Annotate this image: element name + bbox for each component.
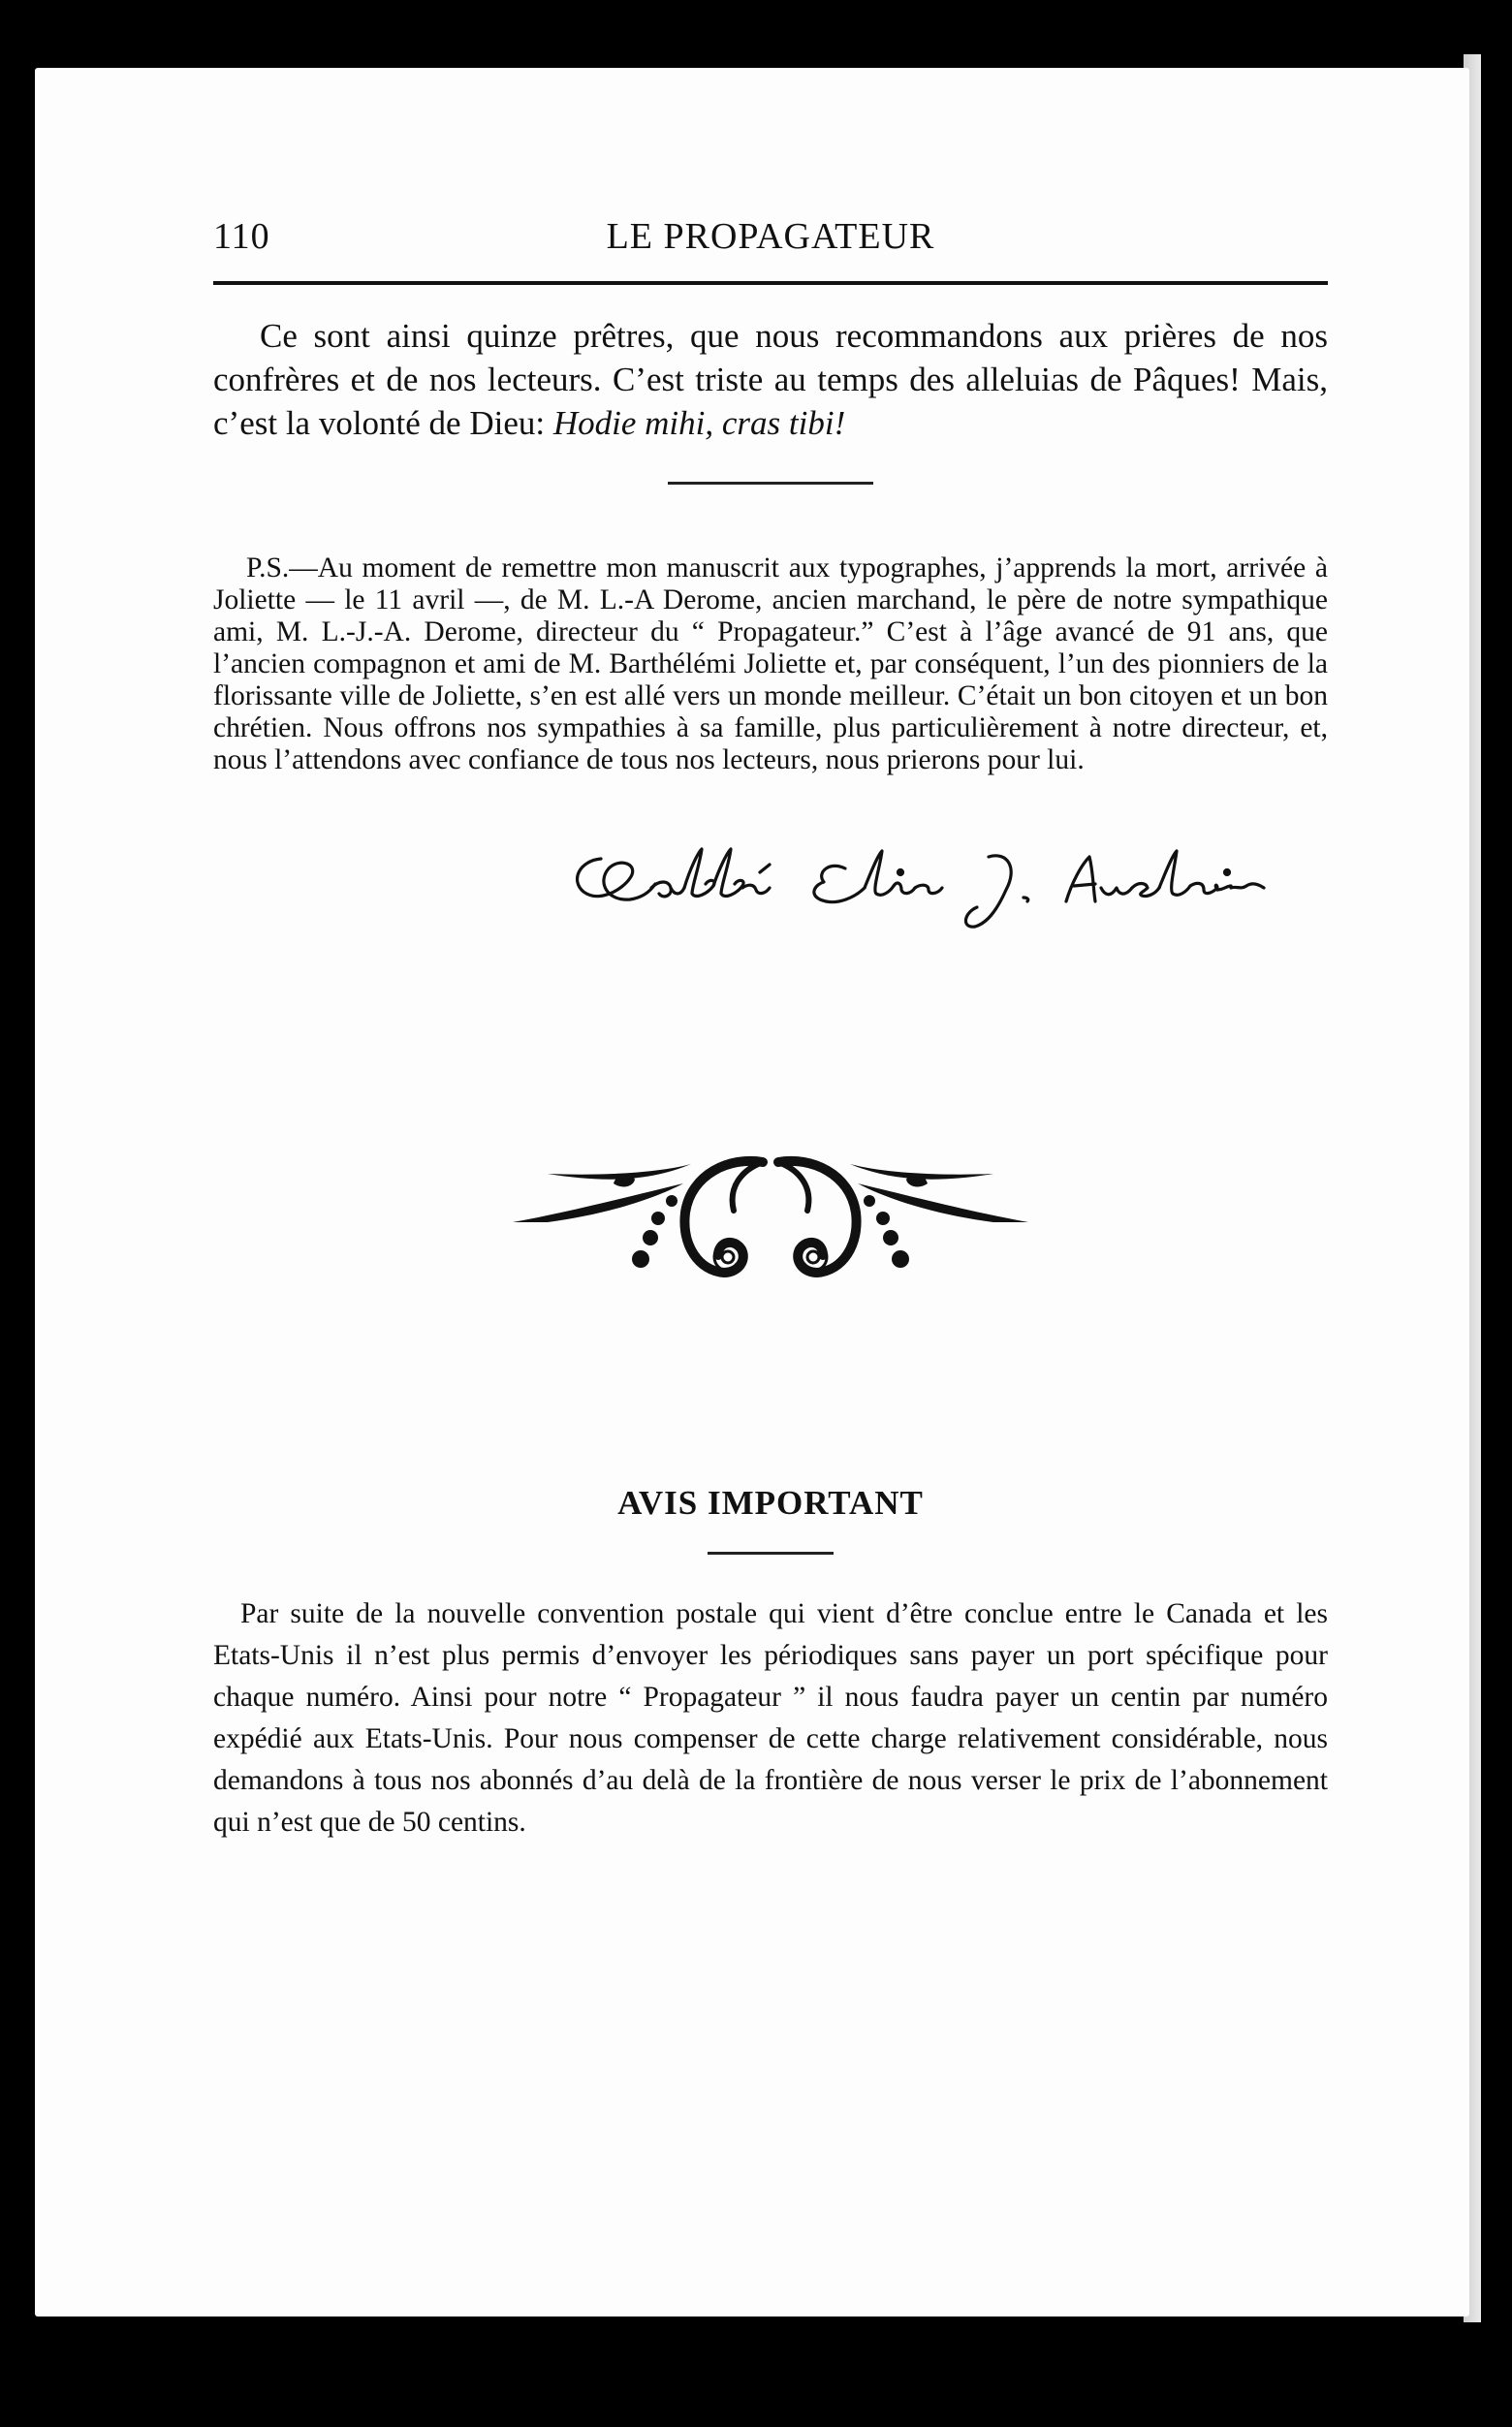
journal-title: LE PROPAGATEUR [606, 216, 935, 257]
handwritten-signature [562, 830, 1299, 936]
page-number: 110 [213, 216, 270, 257]
running-head [213, 204, 1328, 262]
notice-paragraph: Par suite de la nouvelle convention postale qui vient d’être conclue entre le Canada et les Etats-Unis il n’est plus permis d’envoyer les périodiques sans payer un port spécifique pour chaque numéro. Ainsi pour notre “ Propagateur ” il nous faudra payer un centin par numéro expédié aux Etats-Unis. Pour nous compenser de cette charge relativement considérable, nous demandons à tous nos abonnés d’au delà de la frontière de nous verser le prix de l’abonnement qui n’est que de 50 centins. [213, 1598, 1328, 1838]
section-divider-rule [668, 482, 873, 485]
page-content [213, 204, 1328, 1844]
lead-paragraph-latin-phrase: Hodie mihi, cras tibi! [552, 404, 846, 442]
decorative-ornament [509, 1145, 1032, 1290]
header-rule [213, 281, 1328, 285]
notice-title: AVIS IMPORTANT [617, 1484, 924, 1522]
lead-paragraph [213, 314, 1328, 445]
postscript-paragraph: P.S.—Au moment de remettre mon manuscrit aux typographes, j’apprends la mort, arrivée à Joliette — le 11 avril —, de M. L.-A Derome, ancien marchand, le père de notre sympathique ami, M. L.-J.-A. Derome, directeur du “ Propagateur.” C’est à l’âge avancé de 91 ans, que l’ancien compagnon et ami de M. Barthélémi Joliette et, par conséquent, l’un des pionniers de la florissante ville de Joliette, s’en est allé vers un monde meilleur. C’était un bon citoyen et un bon chrétien. Nous offrons nos sympathies à sa famille, plus particulièrement à notre directeur, et, nous l’attendons avec confiance de tous nos lecteurs, nous prierons pour lui. [213, 552, 1328, 775]
lead-paragraph-text: Ce sont ainsi quinze prêtres, que nous recommandons aux prières de nos confrères et de nos lecteurs. C’est triste au temps des alleluias de Pâques! Mais, c’est la volonté de Dieu: [213, 317, 1328, 442]
notice-rule [708, 1552, 834, 1555]
